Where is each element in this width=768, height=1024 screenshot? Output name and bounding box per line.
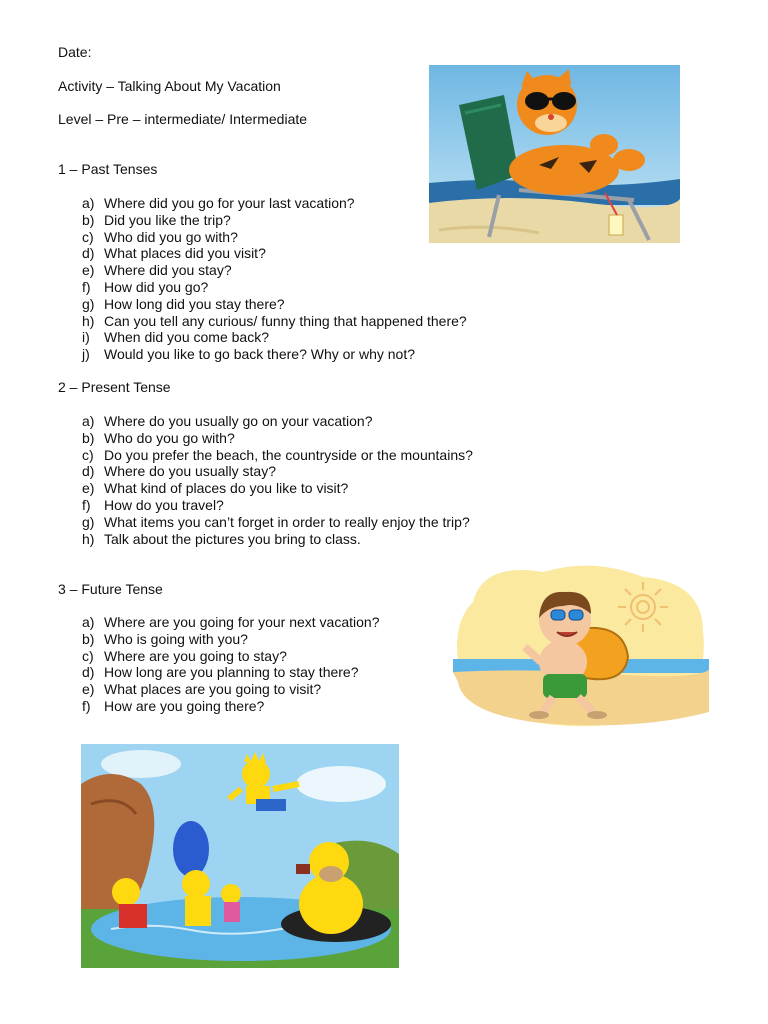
item-marker: b) xyxy=(82,211,95,228)
question-text: How are you going there? xyxy=(104,697,265,714)
boy-surfboard-beach-illustration xyxy=(453,562,709,732)
question-text: What places did you visit? xyxy=(104,245,266,262)
question-text: Where do you usually go on your vacation? xyxy=(104,413,373,429)
question-text: Can you tell any curious/ funny thing that happened there? xyxy=(104,312,467,329)
list-item xyxy=(58,245,467,262)
level-line: Level – Pre – intermediate/ Intermediate xyxy=(58,111,308,127)
item-marker: f) xyxy=(82,697,91,714)
question-list-past xyxy=(58,195,467,363)
question-text: Who did you go with? xyxy=(104,228,238,245)
question-text: Would you like to go back there? Why or why not? xyxy=(104,346,416,363)
question-list-present xyxy=(58,413,473,547)
item-marker: b) xyxy=(82,630,95,647)
question-text: Talk about the pictures you bring to class. xyxy=(104,530,361,547)
question-text: Where did you stay? xyxy=(104,262,232,279)
question-text: Where are you going to stay? xyxy=(104,647,287,664)
question-text: Did you like the trip? xyxy=(104,211,231,228)
item-marker: d) xyxy=(82,245,95,262)
item-marker: g) xyxy=(82,295,95,312)
section-heading-present: 2 – Present Tense xyxy=(58,379,171,395)
list-item xyxy=(58,430,473,447)
question-text: What kind of places do you like to visit? xyxy=(104,480,349,497)
item-marker: e) xyxy=(82,681,95,698)
question-text: How long are you planning to stay there? xyxy=(104,664,359,681)
list-item xyxy=(58,212,467,229)
item-marker: h) xyxy=(82,312,95,329)
section-heading-future: 3 – Future Tense xyxy=(58,581,163,597)
list-item xyxy=(58,514,473,531)
list-item xyxy=(58,313,467,330)
question-text: Where did you go for your last vacation? xyxy=(104,195,355,211)
item-marker: j) xyxy=(82,346,90,363)
simpsons-pool-illustration xyxy=(81,744,399,968)
item-marker: e) xyxy=(82,262,95,279)
date-label: Date: xyxy=(58,44,92,60)
item-marker: c) xyxy=(82,647,94,664)
question-text: Where are you going for your next vacation? xyxy=(104,614,380,630)
list-item xyxy=(58,497,473,514)
question-text: Who is going with you? xyxy=(104,630,248,647)
list-item xyxy=(58,648,380,665)
item-marker: f) xyxy=(82,496,91,513)
list-item xyxy=(58,329,467,346)
question-text: When did you come back? xyxy=(104,329,269,346)
list-item xyxy=(58,447,473,464)
list-item xyxy=(58,229,467,246)
item-marker: d) xyxy=(82,463,95,480)
list-item xyxy=(58,463,473,480)
list-item xyxy=(58,195,467,212)
question-text: Who do you go with? xyxy=(104,429,235,446)
question-text: How long did you stay there? xyxy=(104,295,285,312)
section-heading-past: 1 – Past Tenses xyxy=(58,161,158,177)
item-marker: a) xyxy=(82,614,95,630)
list-item xyxy=(58,631,380,648)
item-marker: b) xyxy=(82,429,95,446)
question-text: Do you prefer the beach, the countryside or the mountains? xyxy=(104,446,473,463)
list-item xyxy=(58,480,473,497)
item-marker: f) xyxy=(82,278,91,295)
item-marker: e) xyxy=(82,480,95,497)
item-marker: d) xyxy=(82,664,95,681)
garfield-beach-chair-illustration xyxy=(429,65,680,243)
question-text: How do you travel? xyxy=(104,496,224,513)
list-item xyxy=(58,279,467,296)
list-item xyxy=(58,681,380,698)
item-marker: a) xyxy=(82,195,95,211)
question-text: What items you can’t forget in order to really enjoy the trip? xyxy=(104,513,470,530)
question-text: Where do you usually stay? xyxy=(104,463,276,480)
list-item xyxy=(58,262,467,279)
list-item xyxy=(58,698,380,715)
question-text: How did you go? xyxy=(104,278,209,295)
list-item xyxy=(58,531,473,548)
list-item xyxy=(58,664,380,681)
item-marker: i) xyxy=(82,329,90,346)
list-item xyxy=(58,413,473,430)
question-text: What places are you going to visit? xyxy=(104,681,322,698)
item-marker: g) xyxy=(82,513,95,530)
list-item xyxy=(58,346,467,363)
item-marker: c) xyxy=(82,446,94,463)
question-list-future xyxy=(58,614,380,715)
item-marker: h) xyxy=(82,530,95,547)
list-item xyxy=(58,296,467,313)
item-marker: a) xyxy=(82,413,95,429)
activity-title: Activity – Talking About My Vacation xyxy=(58,78,281,94)
list-item xyxy=(58,614,380,631)
item-marker: c) xyxy=(82,228,94,245)
